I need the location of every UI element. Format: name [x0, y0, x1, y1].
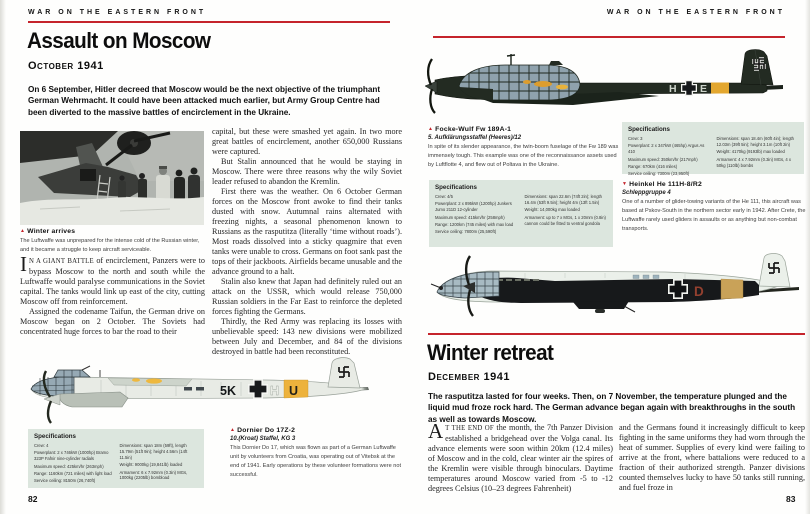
section-title: Winter retreat — [427, 340, 554, 365]
page-title: Assault on Moscow — [27, 28, 211, 53]
dornier-caption — [230, 427, 402, 480]
body-column-2 — [212, 127, 402, 357]
spec-column-performance — [435, 194, 518, 237]
spec-line: Maximum speed: 425km/hr (263mph) — [34, 463, 104, 469]
up-triangle-icon: ▲ — [428, 126, 434, 132]
spec-line: Service ceiling: 8150m (26,740ft) — [34, 478, 96, 484]
spec-line: Dimensions: span 18m (59ft), length 15.79m (51ft 9in); height 4.56m (14ft 11.5in) — [119, 443, 188, 460]
aircraft-unit: 5. Aufklärungsstaffel (Heeres)/12 — [428, 134, 522, 141]
he111-spec-box — [429, 180, 613, 247]
spec-line: Dimensions: span 18.4m (60ft 4in); length 12.03m (39ft 5in); height 3.1m (10ft 2in) — [716, 136, 795, 147]
photo-caption-label: Winter arrives — [27, 228, 76, 235]
dornier-do17-illustration — [16, 350, 390, 426]
spec-line: Dimensions: span 22.6m (74ft 2in); length 16.4m (53ft 9.5in); height 4m (13ft 1.5in) — [524, 194, 603, 205]
paragraph: Assigned the codename Taifun, the German drive on Moscow began on 2 October. The Soviets had concentrated huge forces to bar the road to their — [20, 307, 205, 336]
aircraft-caption-body: One of a number of glider-towing variants of the He 111, this aircraft was based at Pskov-South in the northern sector early in 1942. After Crete, the Luftwaffe rarely used gliders in assaults or as anything but non-combat transports. — [622, 198, 806, 232]
black-lower-fuselage — [473, 278, 759, 303]
spec-line: Service ceiling: 7300m (23,950ft) — [628, 171, 690, 177]
paragraph: Thirdly, the Red Army was replacing its losses with unbelievable speed: 143 new divisions were mobilized between July and December, and 84 of the divisions destroyed in battle had been reconstituted. — [212, 317, 402, 356]
fuselage-code-right: U — [289, 384, 299, 398]
spec-line: Crew: 4/5 — [435, 194, 453, 199]
spec-column-performance — [628, 136, 710, 179]
spec-heading: Specifications — [628, 126, 670, 133]
crew-nacelle-glazing — [453, 61, 583, 102]
winter-photo — [20, 131, 204, 225]
aircraft-caption-title — [622, 181, 806, 188]
he111-illustration — [425, 246, 805, 330]
body-column-1 — [20, 252, 205, 337]
spec-line: Maximum speed: 350km/hr (217mph) — [628, 156, 698, 162]
down-triangle-icon: ▼ — [622, 181, 628, 187]
aircraft-name: Focke-Wulf Fw 189A-1 — [435, 126, 512, 133]
spec-heading: Specifications — [34, 433, 76, 440]
spec-line: Powerplant: 2 x 347kW (465hp) Argus As 410 — [628, 143, 705, 155]
page-subtitle: October 1941 — [28, 60, 104, 72]
aerial-mast — [507, 54, 515, 65]
aircraft-name: Dornier Do 17Z-2 — [237, 427, 296, 434]
section-rule — [428, 333, 805, 335]
spec-line: Armament: 4 x 7.92mm (0.3in) MGs, 4 x 50kg (110lb) bombs — [716, 156, 791, 168]
fw189-spec-box — [622, 122, 804, 177]
paragraph — [428, 419, 614, 494]
spec-line: Range: 1160km (721 miles) with light load — [34, 471, 112, 476]
header-rule — [433, 36, 785, 38]
section-subtitle: December 1941 — [428, 371, 510, 383]
aircraft-name: Heinkel He 111H-8/R2 — [629, 181, 702, 188]
standfirst: The rasputitza lasted for four weeks. Then, on 7 November, the temperature plunged and the liquid mud froze rock hard. The German advance began again with breakthroughs in the south as well as towards Moscow. — [428, 392, 796, 424]
spec-line: Range: 670km (416 miles) — [628, 164, 678, 169]
spec-line: Maximum speed: 415km/hr (258mph) — [435, 214, 505, 220]
boom-code-left: H — [669, 83, 677, 95]
spec-line: Crew: 3 — [628, 136, 643, 141]
fuselage-code-mid: H — [270, 384, 280, 398]
he111-caption — [622, 181, 806, 234]
photo-caption-title — [20, 228, 75, 235]
paragraph: But Stalin announced that he would be staying in Moscow. There were three reasons why the wily Soviet leader refused to abandon the Kremlin. — [212, 157, 402, 186]
header-rule — [28, 21, 390, 23]
snow-ground — [20, 197, 204, 225]
swastika-icon — [754, 59, 764, 69]
orange-marking — [534, 81, 552, 87]
spec-line: Service ceiling: 7800m (25,590ft) — [435, 229, 497, 235]
spec-line: Weight: 9000kg (19,841lb) loaded — [119, 462, 183, 468]
fuselage-code-left: 5K — [220, 384, 236, 398]
spec-line: Armament: 6 x 7.92mm (0.3in) MGs, 1000kg (2205lb) bombload — [119, 469, 188, 481]
spec-line: Powerplant: 2 x 895kW (1200hp) Junkers Jumo 211D 12-cylinder — [435, 201, 512, 213]
up-triangle-icon: ▲ — [20, 228, 26, 234]
folio-right: 83 — [786, 494, 796, 504]
drop-cap: I — [20, 252, 27, 276]
drop-cap: A — [428, 419, 444, 443]
spec-line: Powerplant: 2 x 746kW (1000hp) Bramo 323P Fafnir nine-cylinder radials — [34, 450, 109, 462]
paragraph: and the Germans found it increasingly difficult to keep fighting in the same uniforms they had worn through the heat of summer. Supplies of every kind were failing to arrive at the front, where battalions were reduced to a fraction of their authorized strength. Panzer divisions counted themselves lucky to have 50 tanks still running, and fuel froze in — [619, 423, 805, 492]
propeller — [425, 59, 437, 113]
photo-caption-body: The Luftwaffe was unprepared for the intense cold of the Russian winter, and it became a struggle to keep aircraft serviceable. — [20, 238, 200, 254]
fw189-profile — [423, 42, 799, 124]
paragraph — [20, 252, 205, 307]
spec-column-dimensions — [525, 194, 608, 237]
spec-line: Crew: 4 — [34, 443, 49, 448]
paragraph: First there was the weather. On 6 October German forces on the Moscow front awoke to find their tanks dusted with snow. Autumnal rains alternated with freezing nights, a seasonal phenomenon known to Russians as the rasputitza (literally ‘time without roads’). Most roads dissolved into a sticky quagmire that even tanks were unable to cross. Germans on foot sank past the tops of their jackboots. Airfields became unusable and the advance ground to a halt. — [212, 187, 402, 276]
spec-line: Weight: 14,000kg max loaded — [524, 207, 580, 213]
propeller — [463, 256, 475, 316]
wing-yellow-marking — [146, 378, 162, 383]
winter-photo-illustration — [20, 131, 204, 225]
tail-fin — [741, 50, 773, 85]
dornier-profile — [16, 350, 390, 426]
spec-line: Armament: up to 7 x MGs, 1 x 20mm (0.8in) cannon could be fitted to ventral gondola — [524, 214, 606, 226]
spec-heading: Specifications — [435, 184, 477, 191]
paragraph-text: the month, the 7th Panzer Division established a bridgehead over the Volga canal. Its advance elements were soon within 20km (12.4 miles) of Moscow and in the cold, clear winter air the spires of the Kremlin were visible through binoculars. Daytime temperatures around Moscow varied from -5 to -12 degrees Celsius (10–23 degrees Fahrenheit) — [428, 423, 614, 493]
spec-column-dimensions — [717, 136, 799, 179]
aircraft-caption-body: In spite of its slender appearance, the twin-boom fuselage of the Fw 189 was immensely tough. This example was one of the reconnaissance assets used by Luftflotte 4, and flew out of Poltava in the Ukraine. — [428, 143, 619, 168]
fuselage-band — [721, 279, 743, 299]
running-head: WAR ON THE EASTERN FRONT — [28, 9, 207, 16]
paragraph: capital, but these were smashed yet again. In two more great battles of encirclement, another 650,000 Russians were captured. — [212, 127, 402, 156]
spec-column-performance — [34, 443, 113, 486]
body-column-2 — [619, 423, 805, 493]
paragraph: Stalin also knew that Japan had definitely ruled out an attack on the USSR, which would release 750,000 Russian soldiers in the Far East to reinforce the depleted forces fighting the Germans. — [212, 277, 402, 316]
yellow-boom-band — [711, 83, 729, 94]
lead-in-small-caps: N A GIANT BATTLE — [29, 258, 94, 265]
aircraft-caption-body: This Dornier Do 17, which was flown as part of a German Luftwaffe unit by volunteers from Croatia, was operating out of Vitebsk at the end of 1941. Early operations by these volunteer formations were not successful. — [230, 444, 402, 478]
body-column-1 — [428, 419, 614, 494]
engine-nacelle — [60, 392, 128, 407]
spec-line: Weight: 4170kg (9193lb) max loaded — [716, 149, 785, 155]
paragraph-text: of encirclement, Panzers were to bypass Moscow to the north and south while the Luftwaffe would paralyse communications in the Soviet capital. The tanks would link up east of the city, cutting Moscow off from reinforcement. — [20, 256, 205, 306]
up-triangle-icon: ▲ — [230, 427, 236, 433]
spec-line: Range: 1200km (745 miles) with max load — [435, 222, 514, 227]
fuselage-windows — [633, 275, 659, 279]
aircraft-unit: Schleppgruppe 4 — [622, 189, 671, 196]
standfirst: On 6 September, Hitler decreed that Moscow would be the next objective of the triumphant German Wehrmacht. It could have been attacked much earlier, but Army Group Centre had been diverted to the massive battles of encirclement in the Ukraine. — [28, 85, 381, 117]
dornier-spec-box — [28, 429, 204, 488]
boom-code-right: E — [700, 83, 708, 95]
spec-column-dimensions — [120, 443, 199, 486]
running-head: WAR ON THE EASTERN FRONT — [606, 9, 785, 16]
lead-in-small-caps: T THE END OF — [445, 425, 494, 432]
aircraft-unit: 10.(Kroat) Staffel, KG 3 — [230, 435, 296, 442]
aircraft-caption-title — [230, 427, 402, 434]
aircraft-caption-title — [428, 126, 619, 133]
fw189-caption — [428, 126, 619, 170]
page-right — [405, 0, 810, 514]
fuselage-code-letter: D — [694, 284, 704, 299]
he111-profile — [425, 246, 805, 330]
fw189-illustration — [423, 42, 799, 124]
ventral-gondola — [573, 301, 629, 309]
folio-left: 82 — [28, 494, 38, 504]
